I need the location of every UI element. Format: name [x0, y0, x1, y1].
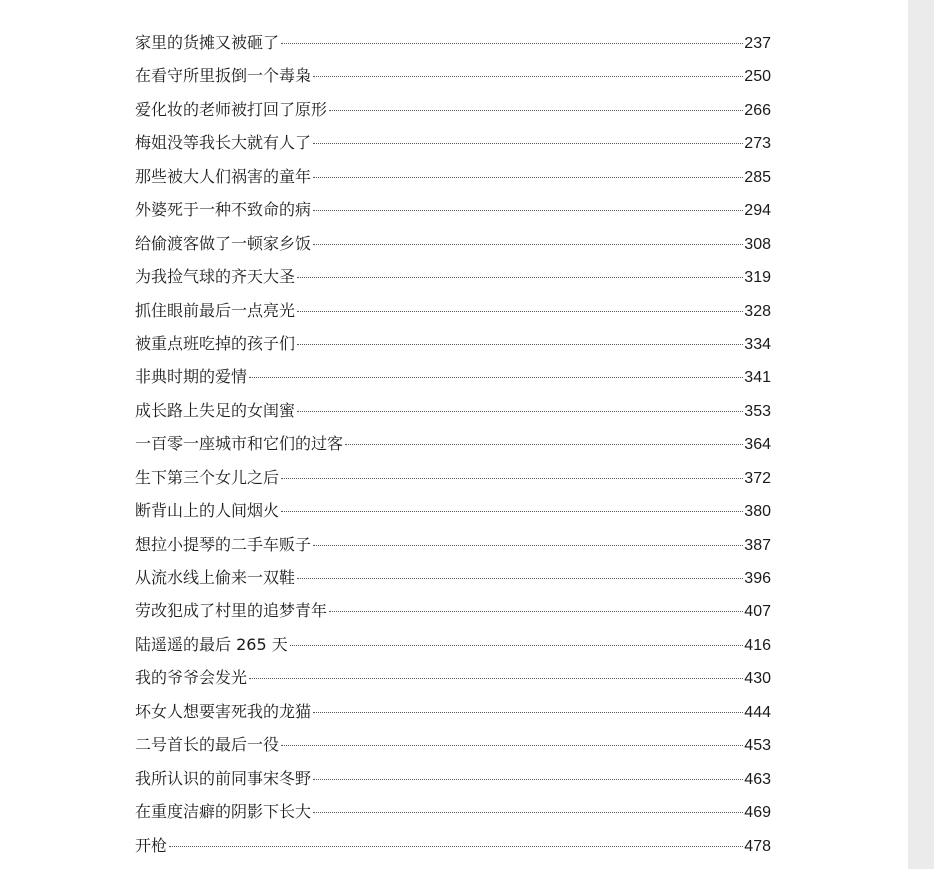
toc-entry[interactable] — [135, 427, 771, 460]
toc-entry-page-number: 416 — [744, 636, 771, 654]
toc-entry-title: 陆遥遥的最后 265 天 — [135, 634, 288, 654]
toc-entry-page-number: 469 — [744, 804, 771, 822]
toc-entry[interactable] — [135, 227, 771, 260]
toc-entry-page-number: 380 — [744, 503, 771, 521]
toc-entry-title: 我所认识的前同事宋冬野 — [135, 768, 312, 788]
toc-entry-page-number: 328 — [744, 302, 771, 320]
toc-entry-page-number: 478 — [744, 837, 771, 855]
toc-entry[interactable] — [135, 461, 771, 494]
toc-dot-leader — [297, 344, 743, 345]
toc-entry-title: 非典时期的爱情 — [135, 367, 248, 387]
toc-dot-leader — [313, 812, 743, 813]
toc-entry-page-number: 430 — [744, 670, 771, 688]
toc-entry-title: 在看守所里扳倒一个毒枭 — [135, 66, 312, 86]
toc-entry-page-number: 387 — [744, 536, 771, 554]
toc-entry[interactable] — [135, 360, 771, 393]
toc-entry-page-number: 407 — [744, 603, 771, 621]
toc-dot-leader — [281, 43, 743, 44]
toc-entry-page-number: 237 — [744, 35, 771, 52]
toc-dot-leader — [297, 311, 743, 312]
toc-entry-title: 那些被大人们祸害的童年 — [135, 166, 312, 186]
toc-dot-leader — [345, 444, 743, 445]
toc-dot-leader — [313, 177, 743, 178]
toc-entry[interactable] — [135, 829, 771, 862]
toc-dot-leader — [281, 511, 743, 512]
toc-dot-leader — [249, 377, 743, 378]
toc-entry-title: 从流水线上偷来一双鞋 — [135, 568, 296, 587]
toc-entry[interactable] — [135, 661, 771, 694]
toc-dot-leader — [297, 578, 743, 579]
toc-entry-title: 外婆死于一种不致命的病 — [135, 200, 312, 220]
toc-entry-title: 在重度洁癖的阴影下长大 — [135, 802, 312, 822]
toc-dot-leader — [281, 745, 743, 746]
toc-entry-page-number: 308 — [744, 235, 771, 253]
toc-entry[interactable] — [135, 762, 771, 795]
toc-entry-title: 想拉小提琴的二手车贩子 — [135, 534, 312, 554]
toc-entry-page-number: 353 — [744, 402, 771, 420]
toc-dot-leader — [313, 545, 743, 546]
toc-entry[interactable] — [135, 26, 771, 59]
toc-entry-title: 开枪 — [135, 835, 168, 855]
toc-dot-leader — [313, 210, 743, 211]
toc-entry[interactable] — [135, 528, 771, 561]
toc-dot-leader — [313, 76, 743, 77]
toc-entry-page-number: 273 — [744, 135, 771, 153]
toc-entry-page-number: 444 — [744, 703, 771, 721]
toc-entry-page-number: 372 — [744, 469, 771, 487]
toc-entry-title: 一百零一座城市和它们的过客 — [135, 434, 344, 454]
toc-entry[interactable] — [135, 494, 771, 527]
toc-dot-leader — [290, 645, 744, 646]
toc-entry-page-number: 364 — [744, 436, 771, 454]
toc-entry[interactable] — [135, 59, 771, 92]
toc-entry-title: 家里的货摊又被砸了 — [135, 33, 280, 52]
scrollbar-track[interactable] — [908, 0, 934, 869]
toc-entry-title: 抓住眼前最后一点亮光 — [135, 300, 296, 320]
toc-entry-title: 爱化妆的老师被打回了原形 — [135, 99, 328, 119]
toc-entry-title: 我的爷爷会发光 — [135, 668, 248, 688]
toc-entry[interactable] — [135, 594, 771, 627]
toc-entry[interactable] — [135, 628, 771, 661]
toc-entry-title: 二号首长的最后一役 — [135, 735, 280, 755]
toc-entry[interactable] — [135, 561, 771, 594]
toc-entry-page-number: 334 — [744, 335, 771, 353]
toc-entry-title: 劳改犯成了村里的追梦青年 — [135, 601, 328, 621]
table-of-contents — [135, 26, 771, 862]
toc-dot-leader — [313, 779, 743, 780]
toc-entry-title: 断背山上的人间烟火 — [135, 501, 280, 521]
toc-entry[interactable] — [135, 294, 771, 327]
toc-entry-title: 成长路上失足的女闺蜜 — [135, 400, 296, 420]
toc-dot-leader — [297, 277, 743, 278]
toc-entry[interactable] — [135, 795, 771, 828]
toc-dot-leader — [169, 846, 743, 847]
toc-entry-page-number: 453 — [744, 737, 771, 755]
toc-entry-page-number: 250 — [744, 68, 771, 86]
toc-entry[interactable] — [135, 695, 771, 728]
toc-entry-title: 给偷渡客做了一顿家乡饭 — [135, 233, 312, 253]
toc-entry[interactable] — [135, 160, 771, 193]
toc-dot-leader — [297, 411, 743, 412]
toc-dot-leader — [313, 143, 743, 144]
toc-entry-page-number: 266 — [744, 101, 771, 119]
toc-entry-title: 生下第三个女儿之后 — [135, 467, 280, 487]
toc-entry-title: 坏女人想要害死我的龙猫 — [135, 701, 312, 721]
toc-entry[interactable] — [135, 126, 771, 159]
toc-dot-leader — [281, 478, 743, 479]
toc-entry[interactable] — [135, 327, 771, 360]
toc-entry-title: 为我捡气球的齐天大圣 — [135, 267, 296, 287]
toc-entry-page-number: 285 — [744, 168, 771, 186]
toc-entry-page-number: 463 — [744, 770, 771, 788]
toc-dot-leader — [329, 110, 743, 111]
toc-entry[interactable] — [135, 394, 771, 427]
toc-entry-title: 被重点班吃掉的孩子们 — [135, 333, 296, 353]
toc-entry-page-number: 341 — [744, 369, 771, 387]
toc-entry[interactable] — [135, 728, 771, 761]
toc-entry[interactable] — [135, 193, 771, 226]
toc-entry-page-number: 319 — [744, 269, 771, 287]
toc-dot-leader — [249, 678, 743, 679]
toc-entry-page-number: 396 — [744, 570, 771, 587]
toc-entry[interactable] — [135, 260, 771, 293]
toc-dot-leader — [313, 712, 743, 713]
toc-entry[interactable] — [135, 93, 771, 126]
toc-entry-title: 梅姐没等我长大就有人了 — [135, 133, 312, 153]
toc-dot-leader — [313, 244, 743, 245]
toc-dot-leader — [329, 611, 743, 612]
toc-entry-page-number: 294 — [744, 202, 771, 220]
